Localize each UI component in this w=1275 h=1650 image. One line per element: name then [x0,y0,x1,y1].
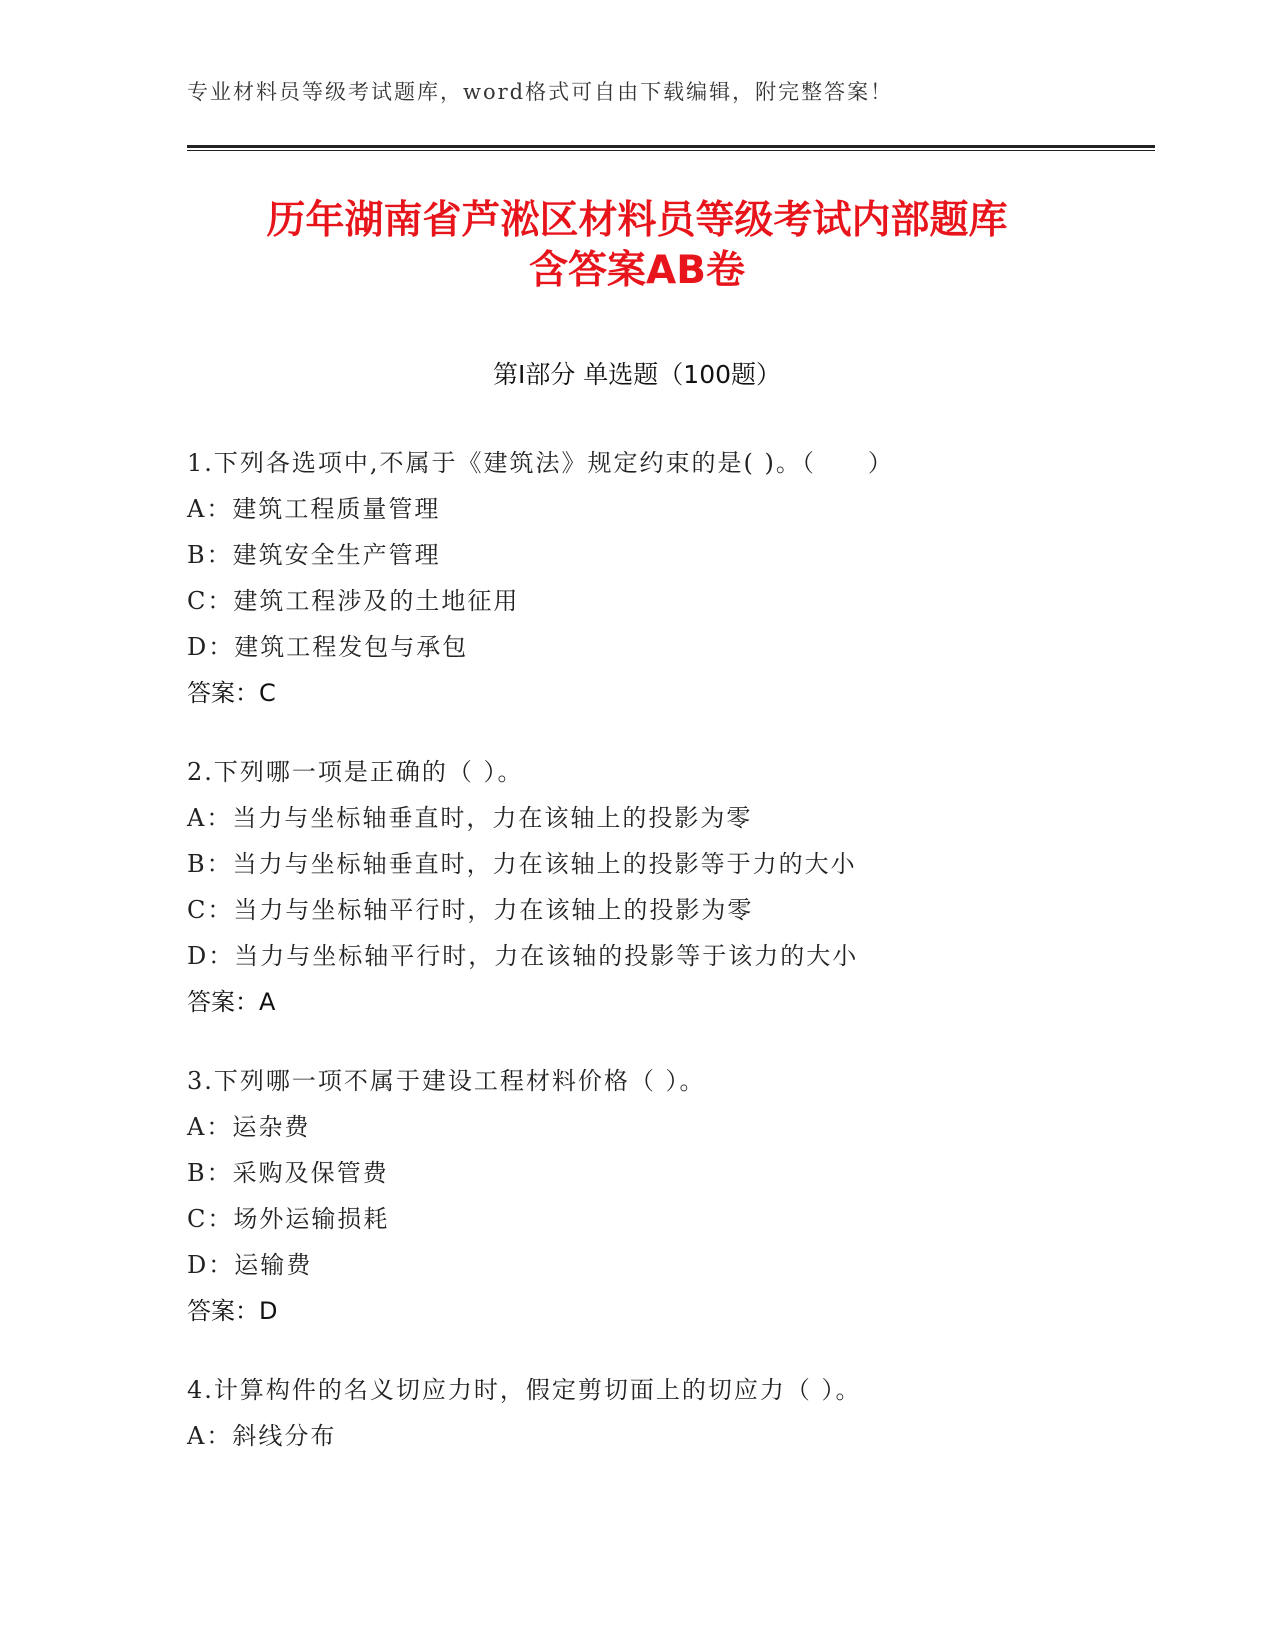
option-b: B：建筑安全生产管理 [187,541,441,569]
question-list [187,440,1155,1492]
question-3 [187,1058,1155,1334]
section-heading: 第Ⅰ部分 单选题（100题） [492,360,782,389]
title-line-2: 含答案AB卷 [529,248,745,293]
question-stem: 3.下列哪一项不属于建设工程材料价格（ ）。 [187,1067,706,1095]
header-divider-thin [187,150,1155,151]
option-c: C：当力与坐标轴平行时，力在该轴上的投影为零 [187,896,754,924]
title-line-1: 历年湖南省芦淞区材料员等级考试内部题库 [266,198,1008,243]
option-a: A：斜线分布 [187,1422,337,1450]
answer: 答案：D [187,1297,278,1325]
header-divider-thick [187,145,1155,148]
option-a: A：建筑工程质量管理 [187,495,441,523]
answer: 答案：C [187,679,276,707]
option-d: D：当力与坐标轴平行时，力在该轴的投影等于该力的大小 [187,942,859,970]
question-stem: 4.计算构件的名义切应力时，假定剪切面上的切应力（ ）。 [187,1376,862,1404]
option-c: C：场外运输损耗 [187,1205,390,1233]
question-1 [187,440,1155,716]
question-stem: 2.下列哪一项是正确的（ ）。 [187,758,524,786]
option-d: D：运输费 [187,1251,313,1279]
question-2 [187,749,1155,1025]
option-a: A：当力与坐标轴垂直时，力在该轴上的投影为零 [187,804,753,832]
option-c: C：建筑工程涉及的土地征用 [187,587,520,615]
option-a: A：运杂费 [187,1113,311,1141]
answer: 答案：A [187,988,276,1016]
option-d: D：建筑工程发包与承包 [187,633,469,661]
question-stem: 1.下列各选项中,不属于《建筑法》规定约束的是( )。（ ） [187,449,894,477]
option-b: B：当力与坐标轴垂直时，力在该轴上的投影等于力的大小 [187,850,857,878]
option-b: B：采购及保管费 [187,1159,389,1187]
header-note: 专业材料员等级考试题库，word格式可自由下载编辑，附完整答案！ [187,80,894,104]
question-4 [187,1367,1155,1459]
document-title [187,196,1087,296]
